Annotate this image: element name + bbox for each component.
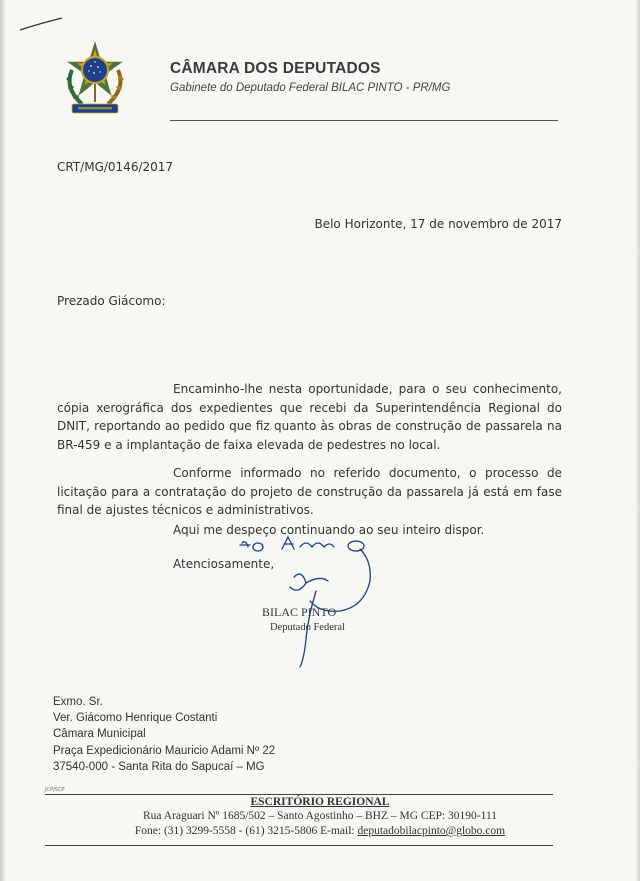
- footer-divider-top: [45, 794, 553, 795]
- scan-edge-left: [0, 0, 6, 881]
- footer-divider-bottom: [45, 845, 553, 846]
- email-link[interactable]: deputadobilacpinto@globo.com: [357, 825, 506, 837]
- pen-mark-icon: [18, 14, 64, 34]
- addressee-line: 37540-000 - Santa Rita do Sapucaí – MG: [53, 760, 265, 773]
- signer-title: Deputado Federal: [270, 622, 345, 633]
- addressee-block: [53, 694, 275, 775]
- addressee-line: Praça Expedicionário Mauricio Adami Nº 22: [53, 744, 276, 757]
- header-title: CÂMARA DOS DEPUTADOS: [170, 60, 381, 77]
- closing: Atenciosamente,: [173, 557, 275, 571]
- footer-contact: [0, 825, 640, 837]
- body-paragraph-1: Encaminho-lhe nesta oportunidade, para o seu conhecimento, cópia xerográfica dos expedientes que recebi da Superintendência Regional do DNIT, reportando ao pedido que fiz quanto às obras de construção de passarela na BR-459 e a implantação de faixa elevada de pedestres no local.: [57, 382, 562, 452]
- typist-initials: JCP/SCP: [45, 787, 65, 793]
- header-subtitle: Gabinete do Deputado Federal BILAC PINTO - PR/MG: [170, 82, 451, 94]
- body-paragraph-3: Aqui me despeço continuando ao seu inteiro dispor.: [173, 523, 485, 537]
- letter-reference: CRT/MG/0146/2017: [57, 160, 174, 174]
- greeting: Prezado Giácomo:: [57, 294, 166, 308]
- scan-edge-right: [636, 0, 640, 881]
- brazil-coat-of-arms-icon: [58, 40, 132, 122]
- addressee-line: Câmara Municipal: [53, 728, 146, 741]
- body-paragraph-2: Conforme informado no referido documento, o processo de licitação para a contratação do projeto de construção da passarela já está em fase final de ajustes técnicos e administrativos.: [57, 466, 562, 517]
- signer-name: BILAC PINTO: [262, 605, 337, 619]
- header-divider: [170, 120, 558, 121]
- footer-address: Rua Araguari Nº 1685/502 – Santo Agostinho – BHZ – MG CEP: 30190-111: [142, 810, 498, 822]
- addressee-line: Exmo. Sr.: [53, 696, 103, 708]
- footer-office-title: ESCRITÓRIO REGIONAL: [250, 796, 390, 808]
- letter-date: Belo Horizonte, 17 de novembro de 2017: [314, 217, 562, 231]
- addressee-line: Ver. Giácomo Henrique Costanti: [53, 712, 218, 725]
- footer-phone: Fone: (31) 3299-5558 - (61) 3215-5806 E-mail:: [134, 825, 355, 837]
